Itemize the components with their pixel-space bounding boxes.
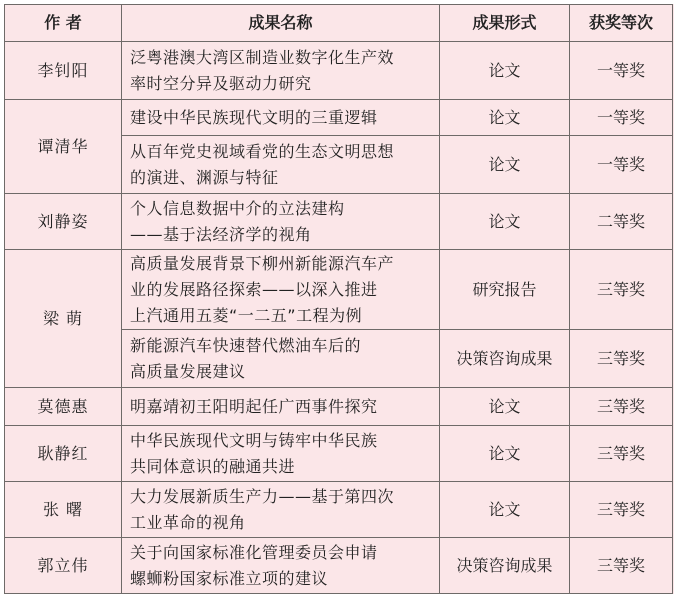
title-line: 上汽通用五菱“一二五”工程为例 <box>130 305 363 325</box>
award-cell: 三等奖 <box>570 482 673 538</box>
award-cell: 一等奖 <box>570 100 673 136</box>
table-row <box>5 100 673 136</box>
award-cell: 三等奖 <box>570 388 673 426</box>
title-line: 业的发展路径探索——以深入推进 <box>130 279 378 299</box>
author-cell: 谭清华 <box>5 100 122 194</box>
title-cell <box>122 388 440 426</box>
title-line: 从百年党史视域看党的生态文明思想 <box>130 141 395 161</box>
awards-table <box>4 4 673 594</box>
header-form: 成果形式 <box>440 5 570 42</box>
form-cell: 论文 <box>440 136 570 194</box>
title-line: 泛粤港澳大湾区制造业数字化生产效 <box>130 47 395 67</box>
title-line: 关于向国家标准化管理委员会申请 <box>130 542 378 562</box>
author-cell: 刘静姿 <box>5 194 122 250</box>
title-cell <box>122 42 440 100</box>
form-cell: 论文 <box>440 388 570 426</box>
title-cell <box>122 136 440 194</box>
title-line: 的演进、渊源与特征 <box>130 167 279 187</box>
title-line: 大力发展新质生产力——基于第四次 <box>130 486 395 506</box>
title-line: 个人信息数据中介的立法建构 <box>130 198 345 218</box>
table-row <box>5 250 673 330</box>
table-row <box>5 194 673 250</box>
author-cell: 莫德惠 <box>5 388 122 426</box>
author-cell: 李钊阳 <box>5 42 122 100</box>
title-line: 新能源汽车快速替代燃油车后的 <box>130 335 362 355</box>
title-line: 共同体意识的融通共进 <box>130 456 296 476</box>
title-cell <box>122 330 440 388</box>
form-cell: 论文 <box>440 194 570 250</box>
award-cell: 三等奖 <box>570 538 673 594</box>
award-cell: 二等奖 <box>570 194 673 250</box>
form-cell: 决策咨询成果 <box>440 538 570 594</box>
title-cell <box>122 100 440 136</box>
header-author: 作 者 <box>5 5 122 42</box>
form-cell: 研究报告 <box>440 250 570 330</box>
author-cell: 梁 萌 <box>5 250 122 388</box>
table-row <box>5 538 673 594</box>
title-line: 中华民族现代文明与铸牢中华民族 <box>130 430 378 450</box>
title-line: 螺蛳粉国家标准立项的建议 <box>130 568 329 588</box>
table-row <box>5 42 673 100</box>
header-award: 获奖等次 <box>570 5 673 42</box>
form-cell: 决策咨询成果 <box>440 330 570 388</box>
title-line: 明嘉靖初王阳明起任广西事件探究 <box>130 396 378 416</box>
awards-table-container <box>4 4 674 594</box>
award-cell: 三等奖 <box>570 426 673 482</box>
form-cell: 论文 <box>440 482 570 538</box>
award-cell: 一等奖 <box>570 42 673 100</box>
table-row <box>5 482 673 538</box>
author-cell: 郭立伟 <box>5 538 122 594</box>
title-line: ——基于法经济学的视角 <box>130 224 312 244</box>
title-cell <box>122 426 440 482</box>
award-cell: 一等奖 <box>570 136 673 194</box>
table-row <box>5 426 673 482</box>
table-row <box>5 388 673 426</box>
table-header-row <box>5 5 673 42</box>
author-cell: 耿静红 <box>5 426 122 482</box>
award-cell: 三等奖 <box>570 250 673 330</box>
title-line: 建设中华民族现代文明的三重逻辑 <box>130 107 378 127</box>
title-cell <box>122 250 440 330</box>
title-line: 工业革命的视角 <box>130 512 246 532</box>
title-cell <box>122 194 440 250</box>
award-cell: 三等奖 <box>570 330 673 388</box>
title-line: 高质量发展建议 <box>130 361 246 381</box>
title-line: 高质量发展背景下柳州新能源汽车产 <box>130 253 395 273</box>
title-line: 率时空分异及驱动力研究 <box>130 73 312 93</box>
author-cell: 张 曙 <box>5 482 122 538</box>
form-cell: 论文 <box>440 42 570 100</box>
header-title: 成果名称 <box>122 5 440 42</box>
title-cell <box>122 482 440 538</box>
title-cell <box>122 538 440 594</box>
form-cell: 论文 <box>440 426 570 482</box>
form-cell: 论文 <box>440 100 570 136</box>
